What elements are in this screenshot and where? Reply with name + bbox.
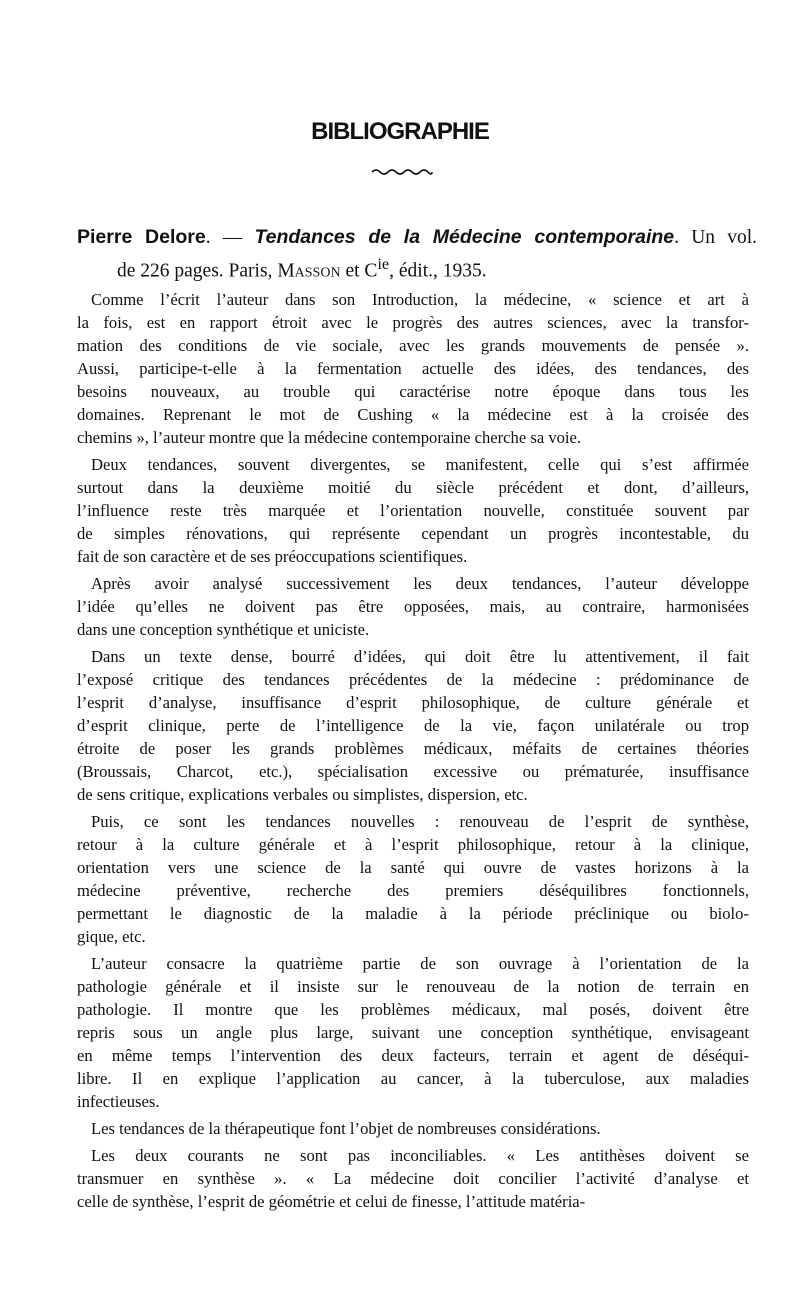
- entry-dash: . —: [205, 227, 243, 248]
- text-line: L’auteur consacre la quatrième partie de son ouvrage à l’orientation de la: [91, 954, 749, 973]
- text-line: celle de synthèse, l’esprit de géométrie et celui de finesse, l’attitude matéria-: [77, 1192, 586, 1211]
- entry-book-title: Tendances de la Médecine contemporaine: [254, 226, 675, 248]
- text-line: Les deux courants ne sont pas inconciliables. « Les antithèses doivent se: [91, 1146, 749, 1165]
- text-line: médecine préventive, recherche des premiers déséquilibres fonctionnels,: [77, 881, 749, 900]
- paragraph: [77, 952, 749, 1113]
- text-line: étroite de poser les grands problèmes médicaux, méfaits de certaines théories: [77, 739, 749, 758]
- paragraph: [77, 572, 749, 641]
- paragraph: [77, 1144, 749, 1213]
- text-line: dans une conception synthétique et uniciste.: [77, 620, 370, 639]
- paragraph: [77, 453, 749, 568]
- paragraph: [77, 645, 749, 806]
- text-line: Comme l’écrit l’auteur dans son Introduction, la médecine, « science et art à: [91, 290, 749, 309]
- text-line: l’influence reste très marquée et l’orientation nouvelle, constituée souvent par: [77, 501, 749, 520]
- text-line: l’idée qu’elles ne doivent pas être opposées, mais, au contraire, harmonisées: [77, 597, 749, 616]
- text-line: Dans un texte dense, bourré d’idées, qui doit être lu attentivement, il fait: [91, 647, 749, 666]
- entry-after-title: . Un vol.: [674, 227, 758, 248]
- text-line: retour à la culture générale et à l’esprit philosophique, retour à la clinique,: [77, 835, 749, 854]
- text-line: besoins nouveaux, au trouble qui caractérise notre époque dans tous les: [77, 382, 749, 401]
- text-line: permettant le diagnostic de la maladie à la période préclinique ou biolo-: [77, 904, 749, 923]
- entry-publisher-cie: et C: [345, 260, 378, 282]
- entry-line-1: [77, 224, 757, 251]
- text-line: domaines. Reprenant le mot de Cushing « la médecine est à la croisée des: [77, 405, 749, 424]
- text-line: de sens critique, explications verbales ou simplistes, dispersion, etc.: [77, 785, 528, 804]
- paragraph: [77, 810, 749, 948]
- text-line: gique, etc.: [77, 927, 146, 946]
- bibliography-entry: [77, 224, 757, 285]
- entry-line-2: [77, 251, 757, 285]
- paragraph: [77, 1117, 749, 1140]
- text-line: orientation vers une science de la santé qui ouvre de vastes horizons à la: [77, 858, 749, 877]
- entry-author: Pierre Delore: [77, 226, 206, 248]
- text-line: l’esprit d’analyse, insuffisance d’esprit philosophique, de culture générale et: [77, 693, 749, 712]
- text-line: mation des conditions de vie sociale, avec les grands mouvements de pensée ».: [77, 336, 749, 355]
- review-body: [77, 288, 749, 1217]
- text-line: Les tendances de la thérapeutique font l’objet de nombreuses considérations.: [91, 1119, 601, 1138]
- text-line: Après avoir analysé successivement les deux tendances, l’auteur développe: [91, 574, 749, 593]
- entry-pub-end: , édit., 1935.: [389, 260, 487, 282]
- text-line: (Broussais, Charcot, etc.), spécialisation excessive ou prématurée, insuffisance: [77, 762, 749, 781]
- entry-publisher: Masson: [277, 260, 341, 282]
- text-line: surtout dans la deuxième moitié du siècle précédent et dont, d’ailleurs,: [77, 478, 749, 497]
- text-line: chemins », l’auteur montre que la médecine contemporaine cherche sa voie.: [77, 428, 582, 447]
- text-line: en même temps l’intervention des deux facteurs, terrain et agent de déséqui-: [77, 1046, 749, 1065]
- text-line: Aussi, participe-t-elle à la fermentation actuelle des idées, des tendances, des: [77, 359, 749, 378]
- text-line: Deux tendances, souvent divergentes, se manifestent, celle qui s’est affirmée: [91, 455, 749, 474]
- paragraph: [77, 288, 749, 449]
- text-line: la fois, est en rapport étroit avec le progrès des autres sciences, avec la transfor-: [77, 313, 749, 332]
- entry-pub-start: de 226 pages. Paris,: [117, 260, 273, 282]
- text-line: pathologie générale et il insiste sur le renouveau de la notion de terrain en: [77, 977, 749, 996]
- text-line: infectieuses.: [77, 1092, 160, 1111]
- text-line: pathologie. Il montre que les problèmes médicaux, mal posés, doivent être: [77, 1000, 749, 1019]
- page-title: BIBLIOGRAPHIE: [311, 118, 489, 145]
- decorative-ornament: [370, 166, 434, 176]
- text-line: de simples rénovations, qui représente cependant un progrès incontestable, du: [77, 524, 749, 543]
- text-line: l’exposé critique des tendances précédentes de la médecine : prédominance de: [77, 670, 749, 689]
- text-line: libre. Il en explique l’application au cancer, à la tuberculose, aux maladies: [77, 1069, 749, 1088]
- text-line: Puis, ce sont les tendances nouvelles : renouveau de l’esprit de synthèse,: [91, 812, 749, 831]
- text-line: transmuer en synthèse ». « La médecine doit concilier l’activité d’analyse et: [77, 1169, 749, 1188]
- text-line: d’esprit clinique, perte de l’intelligence de la vie, façon unilatérale ou trop: [77, 716, 749, 735]
- entry-publisher-sup: ie: [377, 255, 390, 273]
- text-line: fait de son caractère et de ses préoccupations scientifiques.: [77, 547, 468, 566]
- text-line: repris sous un angle plus large, suivant une conception synthétique, envisageant: [77, 1023, 749, 1042]
